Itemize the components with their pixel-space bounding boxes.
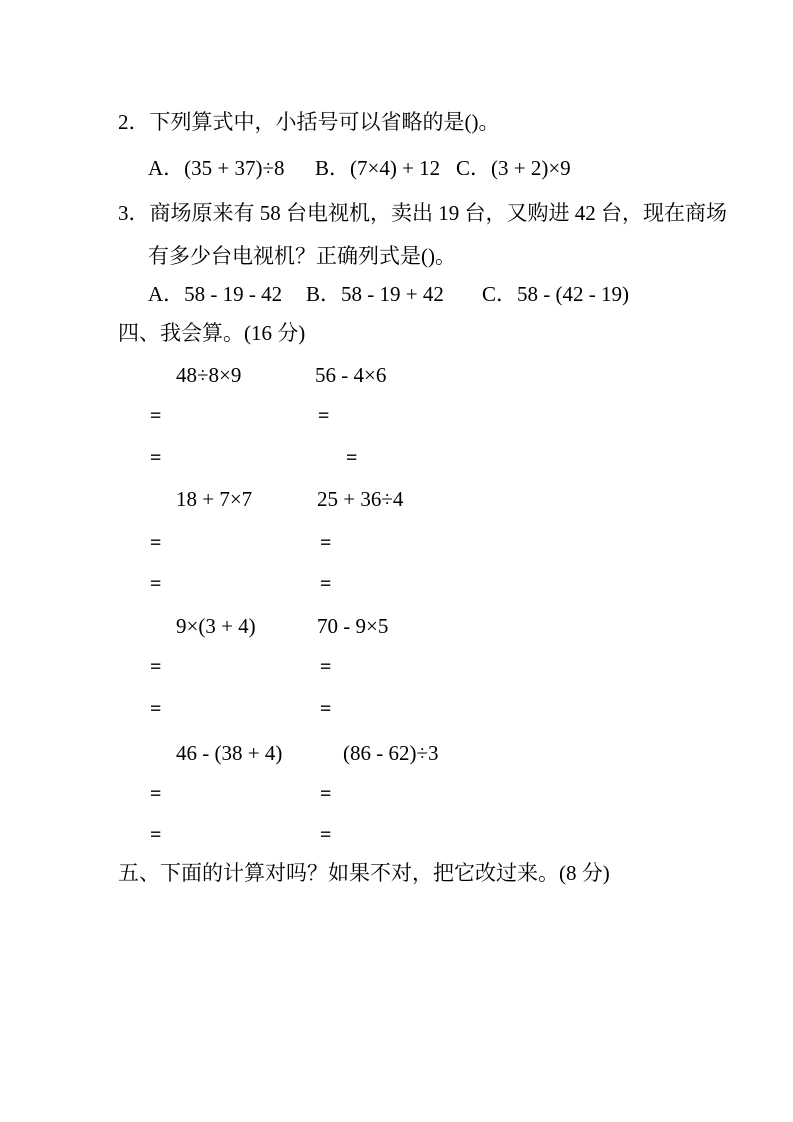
calc-3-left-equals-1: = [150, 656, 162, 678]
question-3-stem-line2: 有多少台电视机？正确列式是()。 [148, 244, 456, 268]
calc-4-left-expression: 46 - (38 + 4) [176, 741, 283, 765]
question-2-stem: 2．下列算式中，小括号可以省略的是()。 [118, 110, 500, 134]
calc-4-right-expression: (86 - 62)÷3 [343, 741, 439, 765]
calc-2-right-equals-1: = [320, 532, 332, 554]
question-3-stem-line1: 3．商场原来有 58 台电视机，卖出 19 台，又购进 42 台，现在商场 [118, 201, 727, 225]
calc-1-left-expression: 48÷8×9 [176, 363, 242, 387]
calc-4-left-equals-2: = [150, 824, 162, 846]
question-2-option-a: A．(35 + 37)÷8 [148, 156, 285, 180]
calc-3-right-expression: 70 - 9×5 [317, 614, 389, 638]
question-3-option-b: B．58 - 19 + 42 [306, 282, 444, 306]
calc-3-right-equals-2: = [320, 698, 332, 720]
calc-2-right-equals-2: = [320, 573, 332, 595]
calc-3-left-equals-2: = [150, 698, 162, 720]
section-5-heading: 五、下面的计算对吗？如果不对，把它改过来。(8 分) [118, 861, 610, 885]
calc-1-right-equals-2: = [346, 447, 358, 469]
calc-4-left-equals-1: = [150, 783, 162, 805]
question-3-option-c: C．58 - (42 - 19) [482, 282, 629, 306]
calc-2-left-equals-2: = [150, 573, 162, 595]
calc-3-left-expression: 9×(3 + 4) [176, 614, 256, 638]
calc-2-left-expression: 18 + 7×7 [176, 487, 253, 511]
calc-4-right-equals-1: = [320, 783, 332, 805]
calc-3-right-equals-1: = [320, 656, 332, 678]
calc-1-left-equals-2: = [150, 447, 162, 469]
question-2-option-b: B．(7×4) + 12 [315, 156, 441, 180]
calc-4-right-equals-2: = [320, 824, 332, 846]
calc-1-right-equals-1: = [318, 405, 330, 427]
section-4-heading: 四、我会算。(16 分) [118, 321, 306, 345]
calc-1-left-equals-1: = [150, 405, 162, 427]
question-2-option-c: C．(3 + 2)×9 [456, 156, 571, 180]
calc-2-right-expression: 25 + 36÷4 [317, 487, 404, 511]
question-3-option-a: A．58 - 19 - 42 [148, 282, 283, 306]
calc-1-right-expression: 56 - 4×6 [315, 363, 387, 387]
calc-2-left-equals-1: = [150, 532, 162, 554]
